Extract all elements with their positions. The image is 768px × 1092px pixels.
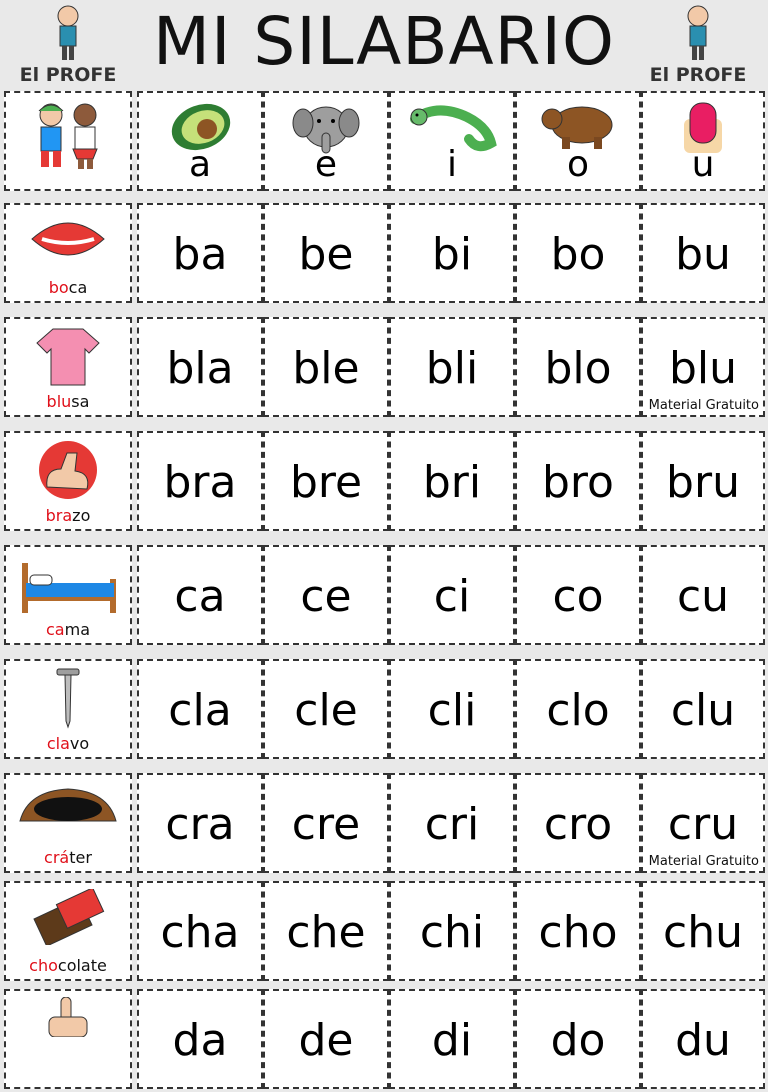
word-label: blusa (46, 392, 90, 411)
syllable-row (0, 542, 768, 648)
syllable-cell: cra (137, 773, 263, 873)
word-label: boca (48, 278, 88, 297)
syllable-cell: clu (641, 659, 765, 759)
vowel-cell: u (641, 91, 765, 191)
syllable-cell: clo (515, 659, 641, 759)
syllable-cell: ba (137, 203, 263, 303)
word-image-cell (4, 773, 132, 873)
word-image-cell (4, 317, 132, 417)
syllable-cell: chi (389, 881, 515, 981)
syllable-cell: blo (515, 317, 641, 417)
word-image-cell (4, 545, 132, 645)
syllable-cell: bru (641, 431, 765, 531)
syllable-cell: di (389, 989, 515, 1089)
finger-icon (43, 997, 93, 1037)
word-label: clavo (46, 734, 90, 753)
vowel-cell: e (263, 91, 389, 191)
syllable-cell: be (263, 203, 389, 303)
syllable-cell: chu (641, 881, 765, 981)
free-material-badge: Material Gratuito (648, 854, 759, 869)
syllable-cell: bu (641, 203, 765, 303)
syllable-row (0, 656, 768, 762)
mouth-icon (28, 211, 108, 267)
chocolate-icon (28, 889, 108, 945)
teacher-icon (680, 4, 716, 64)
syllable-cell: cru Material Gratuito (641, 773, 765, 873)
syllable-cell: blu Material Gratuito (641, 317, 765, 417)
word-image-cell (4, 431, 132, 531)
arm-flex-icon (37, 439, 99, 501)
syllable-cell: du (641, 989, 765, 1089)
nail-icon (53, 667, 83, 729)
syllable-cell: bra (137, 431, 263, 531)
syllable-cell: cho (515, 881, 641, 981)
header (0, 0, 768, 88)
syllable-cell: cre (263, 773, 389, 873)
word-label: brazo (45, 506, 91, 525)
word-label: cama (46, 620, 90, 639)
syllable-cell: da (137, 989, 263, 1089)
syllable-cell: cle (263, 659, 389, 759)
syllable-cell: bre (263, 431, 389, 531)
syllable-cell: cli (389, 659, 515, 759)
syllable-row (0, 428, 768, 534)
word-image-cell (4, 881, 132, 981)
page-title: MI SILABARIO (153, 3, 615, 80)
syllable-cell: ble (263, 317, 389, 417)
syllable-cell: che (263, 881, 389, 981)
syllable-cell: cro (515, 773, 641, 873)
blouse-icon (33, 325, 103, 387)
brand-label: El PROFE (19, 64, 117, 86)
syllable-cell: do (515, 989, 641, 1089)
syllable-cell: bri (389, 431, 515, 531)
syllable-row (0, 314, 768, 420)
syllable-cell: bli (389, 317, 515, 417)
vowel-cell: a (137, 91, 263, 191)
syllable-cell: bi (389, 203, 515, 303)
word-image-cell (4, 659, 132, 759)
syllable-cell: ca (137, 545, 263, 645)
syllable-cell: bro (515, 431, 641, 531)
syllable-cell: cla (137, 659, 263, 759)
syllable-row (0, 770, 768, 876)
brand-label: El PROFE (649, 64, 747, 86)
vowel-cell: i (389, 91, 515, 191)
syllable-row (0, 986, 768, 1092)
free-material-badge: Material Gratuito (648, 398, 759, 413)
crater-icon (18, 781, 118, 831)
syllable-cell: de (263, 989, 389, 1089)
word-label: cráter (44, 848, 92, 867)
syllable-row (0, 878, 768, 984)
children-image-cell (4, 91, 132, 191)
syllable-cell: cri (389, 773, 515, 873)
syllable-cell: cha (137, 881, 263, 981)
brand-logo-right (638, 4, 758, 88)
word-image-cell (4, 989, 132, 1089)
syllable-cell: co (515, 545, 641, 645)
bed-icon (16, 553, 120, 615)
children-icon (23, 99, 113, 173)
syllable-cell: bo (515, 203, 641, 303)
syllable-cell: ci (389, 545, 515, 645)
word-label: chocolate (29, 956, 107, 975)
syllable-cell: ce (263, 545, 389, 645)
word-image-cell (4, 203, 132, 303)
vowel-cell: o (515, 91, 641, 191)
vowel-row (0, 88, 768, 194)
syllable-cell: cu (641, 545, 765, 645)
syllable-row (0, 200, 768, 306)
syllable-cell: bla (137, 317, 263, 417)
